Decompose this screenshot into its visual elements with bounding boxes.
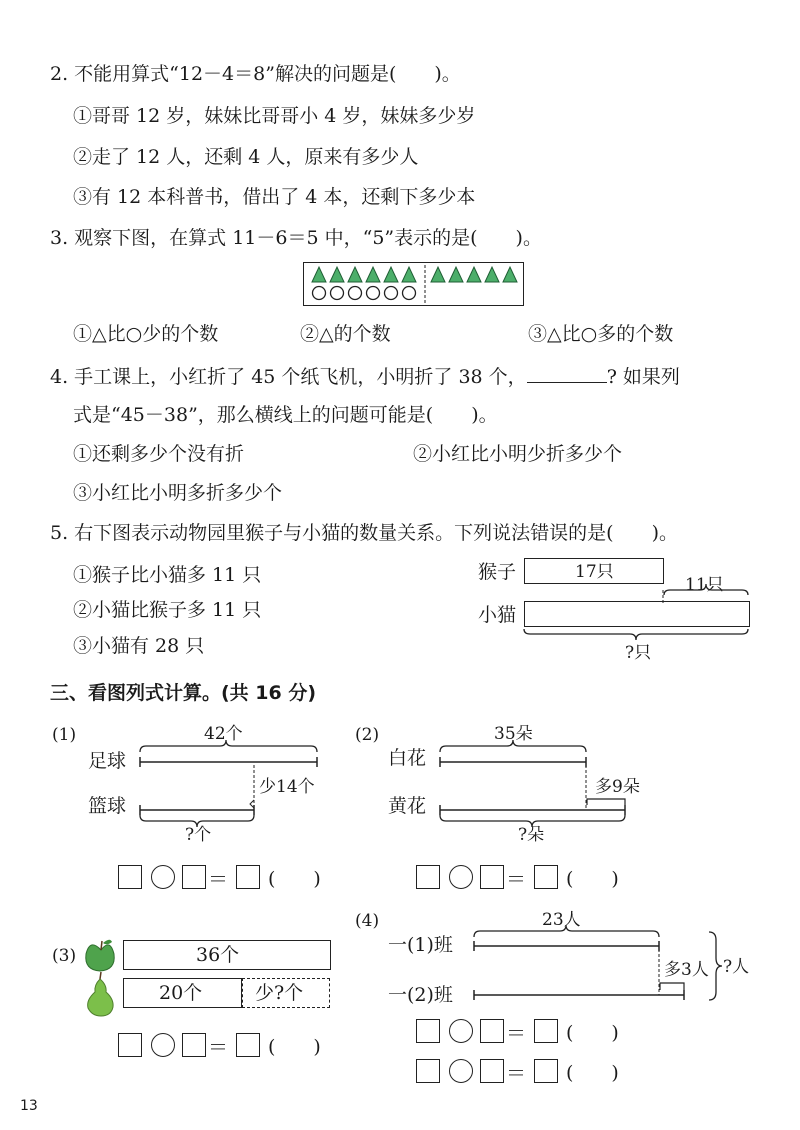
q4-stem-line2: 式是“45－38”，那么横线上的问题可能是( )。 — [73, 404, 498, 426]
triangle-icon — [312, 267, 326, 282]
p4-answer-row-2 — [416, 1058, 636, 1084]
pear-icon — [88, 972, 113, 1016]
q2-option-2: ②走了 12 人，还剩 4 人，原来有多少人 — [73, 146, 419, 168]
triangle-icon — [431, 267, 445, 282]
p1-bottom-value: ?个 — [185, 825, 212, 845]
triangle-icon — [348, 267, 362, 282]
p2-answer-box-result[interactable] — [534, 865, 558, 889]
p2-label-yellow-flower: 黄花 — [388, 795, 427, 817]
p4-answer2-box-1[interactable] — [416, 1059, 440, 1083]
q5-cat-bar — [524, 601, 750, 627]
q5-option-3: ③小猫有 28 只 — [73, 635, 205, 657]
p2-answer-row — [416, 864, 636, 890]
p1-diff-value: 少14个 — [259, 777, 315, 797]
page-number: 13 — [20, 1098, 38, 1114]
p4-total-value: ?人 — [723, 957, 750, 977]
q4-option-1: ①还剩多少个没有折 — [73, 443, 245, 465]
circle-icon — [349, 287, 362, 300]
p1-answer-row — [118, 864, 338, 890]
circle-icon — [313, 287, 326, 300]
q5-monkey-bar-value: 17只 — [575, 562, 614, 582]
q4-stem-part-a: 4. 手工课上，小红折了 45 个纸飞机，小明折了 38 个， — [50, 366, 527, 388]
q3-stem: 3. 观察下图，在算式 11－6＝5 中，“5”表示的是( )。 — [50, 227, 542, 249]
section3-title: 三、看图列式计算。(共 16 分) — [50, 682, 317, 704]
p4-number: (4) — [355, 911, 380, 931]
p3-answer-equals: ＝ — [208, 1035, 228, 1059]
p3-diff-value: 少?个 — [255, 982, 304, 1004]
q2-stem: 2. 不能用算式“12－4＝8”解决的问题是( )。 — [50, 63, 461, 85]
p4-answer2-equals: ＝ — [506, 1061, 526, 1085]
q5-monkey-label: 猴子 — [478, 561, 517, 583]
p2-answer-unit-paren[interactable]: ( ) — [566, 868, 619, 890]
p1-top-value: 42个 — [204, 724, 243, 744]
p1-answer-box-2[interactable] — [182, 865, 206, 889]
p2-diff-value: 多9朵 — [595, 777, 640, 797]
p4-answer2-box-result[interactable] — [534, 1059, 558, 1083]
triangle-icon — [449, 267, 463, 282]
q3-option-1: ①△比○少的个数 — [73, 323, 219, 345]
triangle-icon — [503, 267, 517, 282]
q3-figure-drawing — [304, 263, 523, 305]
p4-answer1-unit-paren[interactable]: ( ) — [566, 1022, 619, 1044]
p4-answer1-box-result[interactable] — [534, 1019, 558, 1043]
p2-answer-equals: ＝ — [506, 867, 526, 891]
apple-icon — [86, 940, 114, 971]
triangle-icon — [384, 267, 398, 282]
p4-diff-value: 多3人 — [664, 960, 709, 980]
q3-figure — [303, 262, 524, 306]
q5-option-1: ①猴子比小猫多 11 只 — [73, 564, 262, 586]
p4-answer2-operator-circle[interactable] — [449, 1059, 473, 1083]
p4-answer1-box-1[interactable] — [416, 1019, 440, 1043]
triangle-icon — [402, 267, 416, 282]
q4-stem-part-b: ? 如果列 — [606, 366, 680, 388]
q5-diff-value: 11只 — [685, 575, 724, 595]
p2-top-value: 35朵 — [494, 724, 533, 744]
p3-answer-box-2[interactable] — [182, 1033, 206, 1057]
p2-label-white-flower: 白花 — [388, 747, 427, 769]
triangle-icon — [330, 267, 344, 282]
p4-top-value: 23人 — [542, 910, 581, 930]
p4-answer2-unit-paren[interactable]: ( ) — [566, 1062, 619, 1084]
triangle-icon — [366, 267, 380, 282]
p1-answer-box-1[interactable] — [118, 865, 142, 889]
p2-answer-operator-circle[interactable] — [449, 865, 473, 889]
q5-cat-label: 小猫 — [478, 604, 517, 626]
p3-answer-unit-paren[interactable]: ( ) — [268, 1036, 321, 1058]
circle-icon — [367, 287, 380, 300]
p4-label-class-1: 一(1)班 — [388, 934, 453, 956]
q4-option-2: ②小红比小明少折多少个 — [413, 443, 623, 465]
p4-answer1-equals: ＝ — [506, 1021, 526, 1045]
q5-option-2: ②小猫比猴子多 11 只 — [73, 599, 262, 621]
p1-label-football: 足球 — [88, 750, 127, 772]
p4-answer2-box-2[interactable] — [480, 1059, 504, 1083]
q5-stem: 5. 右下图表示动物园里猴子与小猫的数量关系。下列说法错误的是( )。 — [50, 522, 678, 544]
q2-option-1: ①哥哥 12 岁，妹妹比哥哥小 4 岁，妹妹多少岁 — [73, 105, 476, 127]
circle-icon — [331, 287, 344, 300]
circle-icon — [403, 287, 416, 300]
p1-label-basketball: 篮球 — [88, 795, 127, 817]
q3-option-3: ③△比○多的个数 — [528, 323, 674, 345]
p3-answer-box-1[interactable] — [118, 1033, 142, 1057]
p2-answer-box-1[interactable] — [416, 865, 440, 889]
q3-option-2: ②△的个数 — [300, 323, 391, 345]
triangle-icon — [467, 267, 481, 282]
p3-number: (3) — [52, 946, 77, 966]
triangle-icon — [485, 267, 499, 282]
p3-answer-operator-circle[interactable] — [151, 1033, 175, 1057]
p2-number: (2) — [355, 725, 380, 745]
p2-answer-box-2[interactable] — [480, 865, 504, 889]
q5-total-value: ?只 — [625, 643, 652, 663]
q4-option-3: ③小红比小明多折多少个 — [73, 482, 283, 504]
p4-label-class-2: 一(2)班 — [388, 984, 453, 1006]
q4-blank-line — [527, 364, 607, 383]
p3-answer-row — [118, 1032, 338, 1058]
p4-answer1-operator-circle[interactable] — [449, 1019, 473, 1043]
p2-bottom-value: ?朵 — [518, 825, 545, 845]
q2-option-3: ③有 12 本科普书，借出了 4 本，还剩下多少本 — [73, 186, 476, 208]
p1-answer-box-result[interactable] — [236, 865, 260, 889]
p1-answer-operator-circle[interactable] — [151, 865, 175, 889]
p4-answer-row-1 — [416, 1018, 636, 1044]
p3-pear-value: 20个 — [159, 982, 203, 1004]
p1-number: (1) — [52, 725, 77, 745]
p1-answer-unit-paren[interactable]: ( ) — [268, 868, 321, 890]
p3-apple-value: 36个 — [196, 944, 240, 966]
p1-answer-equals: ＝ — [208, 867, 228, 891]
p4-answer1-box-2[interactable] — [480, 1019, 504, 1043]
q4-stem-line1 — [50, 364, 680, 389]
p3-answer-box-result[interactable] — [236, 1033, 260, 1057]
circle-icon — [385, 287, 398, 300]
